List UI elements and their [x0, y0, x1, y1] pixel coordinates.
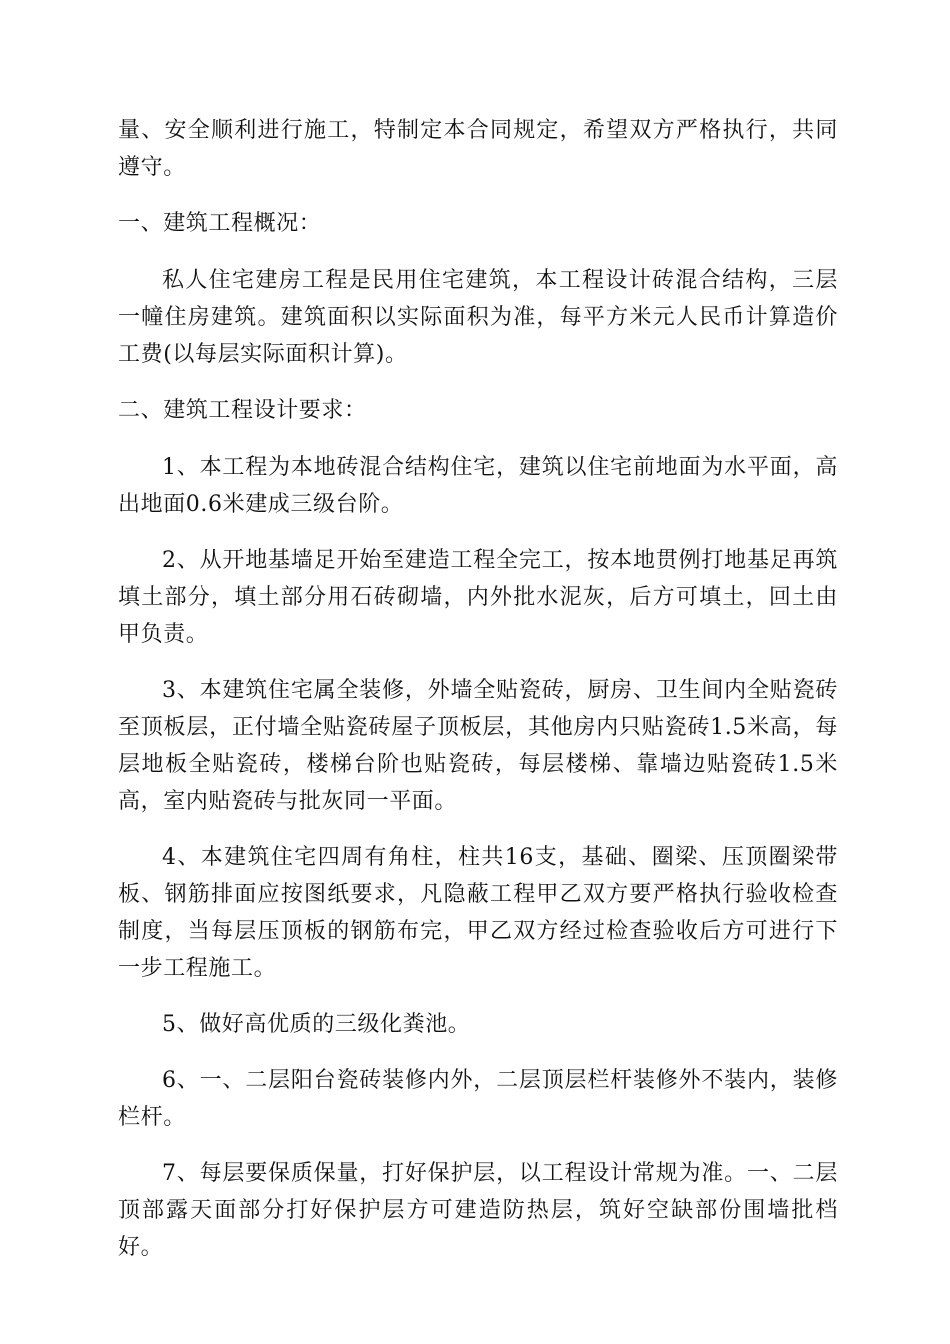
document-body	[118, 112, 838, 1285]
requirement-item-2: 2、从开地基墙足开始至建造工程全完工，按本地贯例打地基足再筑填土部分，填土部分用石砖砌墙，内外批水泥灰，后方可填土，回土由甲负责。	[118, 548, 838, 647]
requirement-item-7: 7、每层要保质保量，打好保护层，以工程设计常规为准。一、二层顶部露天面部分打好保护层方可建造防热层，筑好空缺部份围墙批档好。	[118, 1161, 838, 1260]
section-heading-overview: 一、建筑工程概况：	[118, 211, 322, 236]
requirement-item-4: 4、本建筑住宅四周有角柱，柱共16支，基础、圈梁、压顶圈梁带板、钢筋排面应按图纸要求，凡隐蔽工程甲乙双方要严格执行验收检查制度，当每层压顶板的钢筋布完，甲乙双方经过检查验收后方可进行下一步工程施工。	[118, 845, 838, 981]
requirement-item-6: 6、一、二层阳台瓷砖装修内外，二层顶层栏杆装修外不装内，装修栏杆。	[118, 1068, 838, 1130]
requirement-item-3: 3、本建筑住宅属全装修，外墙全贴瓷砖，厨房、卫生间内全贴瓷砖至顶板层，正付墙全贴瓷砖屋子顶板层，其他房内只贴瓷砖1.5米高，每层地板全贴瓷砖，楼梯台阶也贴瓷砖，每层楼梯、靠墙边贴瓷砖1.5米高，室内贴瓷砖与批灰同一平面。	[118, 678, 838, 814]
paragraph-overview: 私人住宅建房工程是民用住宅建筑，本工程设计砖混合结构，三层一幢住房建筑。建筑面积以实际面积为准，每平方米元人民币计算造价工费(以每层实际面积计算)。	[118, 268, 838, 367]
section-heading-design-requirements: 二、建筑工程设计要求：	[118, 398, 367, 423]
paragraph-continuation: 量、安全顺利进行施工，特制定本合同规定，希望双方严格执行，共同遵守。	[118, 118, 838, 180]
requirement-item-1: 1、本工程为本地砖混合结构住宅，建筑以住宅前地面为水平面，高出地面0.6米建成三级台阶。	[118, 455, 838, 517]
requirement-item-5: 5、做好高优质的三级化粪池。	[162, 1012, 471, 1037]
